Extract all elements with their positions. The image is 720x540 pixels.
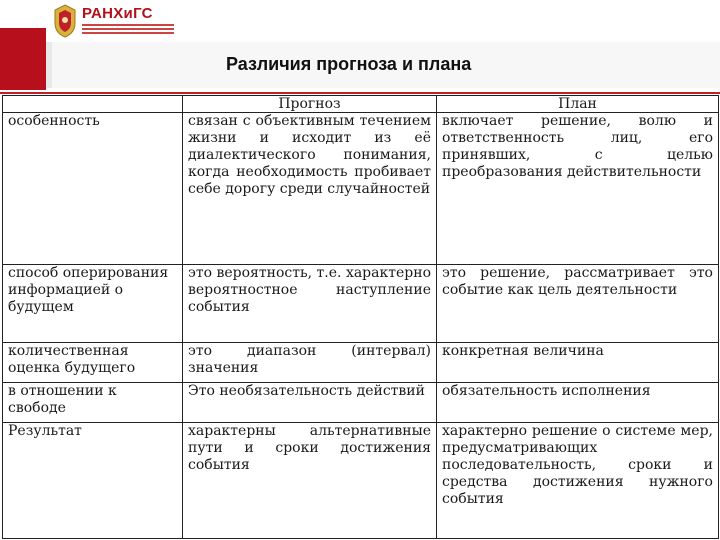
row-plan: это решение, рассматривает это событие как цель деятельности <box>437 265 719 343</box>
row-plan: обязательность исполнения <box>437 383 719 423</box>
table-row <box>3 383 719 423</box>
row-feature: в отношении к свободе <box>3 383 183 423</box>
comparison-table <box>2 95 719 539</box>
row-plan: характерно решение о системе мер, предусматривающих последовательность, сроки и средства достижения нужного события <box>437 423 719 539</box>
row-feature: способ оперирования информацией о будущем <box>3 265 183 343</box>
row-forecast: характерны альтернативные пути и сроки достижения события <box>183 423 437 539</box>
ranepa-logo <box>52 4 182 38</box>
row-forecast: связан с объективным течением жизни и исходит из её диалектического понимания, когда необходимость пробивает себе дорогу среди случайностей <box>183 113 437 265</box>
header-divider <box>0 92 720 94</box>
logo-wordmark: РАНХиГС <box>82 5 153 22</box>
row-plan: включает решение, волю и ответственность лиц, его принявших, с целью преобразования действительности <box>437 113 719 265</box>
table-header-row <box>3 96 719 113</box>
header-plan: План <box>437 96 719 113</box>
table-row <box>3 343 719 383</box>
row-forecast: это вероятность, т.е. характерно вероятностное наступление события <box>183 265 437 343</box>
table-row <box>3 423 719 539</box>
header-forecast: Прогноз <box>183 96 437 113</box>
table-row <box>3 113 719 265</box>
header-empty <box>3 96 183 113</box>
table-row <box>3 265 719 343</box>
row-feature: особенность <box>3 113 183 265</box>
row-feature: количественная оценка будущего <box>3 343 183 383</box>
page-title: Различия прогноза и плана <box>226 54 472 74</box>
row-forecast: это диапазон (интервал) значения <box>183 343 437 383</box>
row-forecast: Это необязательность действий <box>183 383 437 423</box>
row-feature: Результат <box>3 423 183 539</box>
row-plan: конкретная величина <box>437 343 719 383</box>
accent-bar <box>0 28 46 90</box>
logo-tagline <box>82 24 174 36</box>
coat-of-arms-icon <box>52 4 78 38</box>
